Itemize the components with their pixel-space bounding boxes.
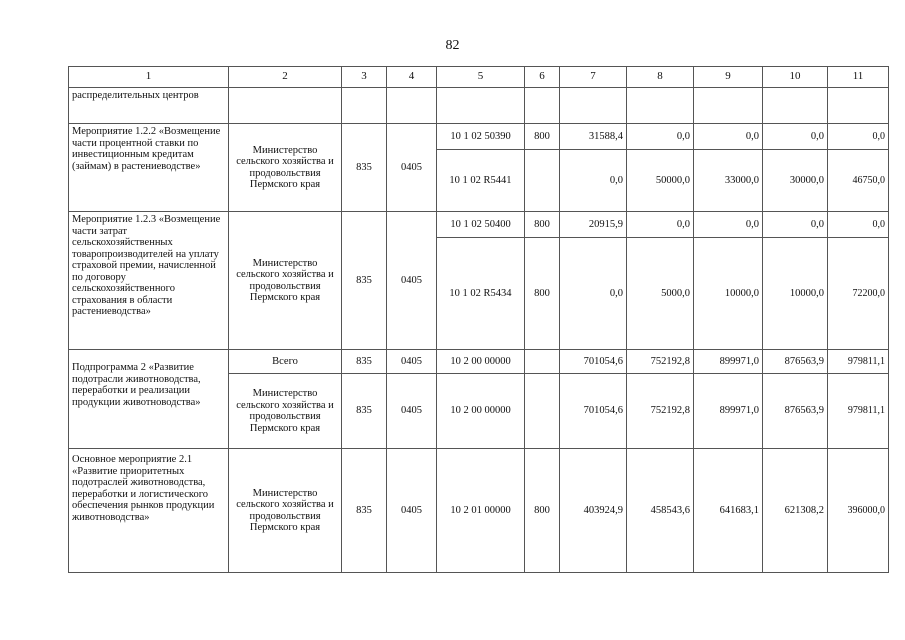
table-row	[69, 449, 889, 573]
value-cell: 10000,0	[694, 238, 763, 350]
value-cell: 403924,9	[560, 449, 627, 573]
grbs-cell: 835	[342, 350, 387, 374]
value-cell: 0,0	[763, 124, 828, 150]
value-cell: 876563,9	[763, 374, 828, 449]
rzpr-cell: 0405	[387, 374, 437, 449]
value-cell: 31588,4	[560, 124, 627, 150]
value-cell: 701054,6	[560, 350, 627, 374]
vr-cell: 800	[525, 212, 560, 238]
value-cell: 0,0	[828, 212, 889, 238]
value-cell: 20915,9	[560, 212, 627, 238]
csr-cell: 10 1 02 50400	[437, 212, 525, 238]
vr-cell: 800	[525, 124, 560, 150]
executor-cell: Министерство сельского хозяйства и продовольствия Пермского края	[229, 374, 342, 449]
value-cell: 876563,9	[763, 350, 828, 374]
grbs-cell: 835	[342, 449, 387, 573]
value-cell: 0,0	[694, 124, 763, 150]
table-row	[69, 212, 889, 238]
table-row	[69, 124, 889, 150]
executor-cell: Министерство сельского хозяйства и продовольствия Пермского края	[229, 124, 342, 212]
header-cell: 2	[229, 67, 342, 88]
csr-cell: 10 2 00 00000	[437, 350, 525, 374]
table-row	[69, 88, 889, 124]
csr-cell: 10 2 01 00000	[437, 449, 525, 573]
vr-cell: 800	[525, 238, 560, 350]
value-cell: 0,0	[828, 124, 889, 150]
grbs-cell: 835	[342, 124, 387, 212]
value-cell: 30000,0	[763, 150, 828, 212]
table-header-row	[69, 67, 889, 88]
header-cell: 6	[525, 67, 560, 88]
header-cell: 4	[387, 67, 437, 88]
vr-cell	[525, 374, 560, 449]
value-cell: 0,0	[694, 212, 763, 238]
value-cell: 33000,0	[694, 150, 763, 212]
csr-cell: 10 1 02 50390	[437, 124, 525, 150]
value-cell: 752192,8	[627, 374, 694, 449]
header-cell: 9	[694, 67, 763, 88]
value-cell: 396000,0	[828, 449, 889, 573]
value-cell: 5000,0	[627, 238, 694, 350]
header-cell: 5	[437, 67, 525, 88]
value-cell: 72200,0	[828, 238, 889, 350]
value-cell: 701054,6	[560, 374, 627, 449]
rzpr-cell: 0405	[387, 212, 437, 350]
vr-cell	[525, 150, 560, 212]
header-cell: 8	[627, 67, 694, 88]
header-cell: 1	[69, 67, 229, 88]
csr-cell: 10 1 02 R5441	[437, 150, 525, 212]
grbs-cell: 835	[342, 374, 387, 449]
value-cell: 899971,0	[694, 374, 763, 449]
value-cell: 0,0	[560, 150, 627, 212]
continuation-name: распределительных центров	[69, 88, 229, 124]
rzpr-cell: 0405	[387, 350, 437, 374]
value-cell: 10000,0	[763, 238, 828, 350]
value-cell: 46750,0	[828, 150, 889, 212]
value-cell: 50000,0	[627, 150, 694, 212]
rzpr-cell: 0405	[387, 449, 437, 573]
vr-cell	[525, 350, 560, 374]
value-cell: 979811,1	[828, 374, 889, 449]
table-row	[69, 350, 889, 374]
executor-cell: Министерство сельского хозяйства и продовольствия Пермского края	[229, 212, 342, 350]
header-cell: 7	[560, 67, 627, 88]
value-cell: 979811,1	[828, 350, 889, 374]
value-cell: 641683,1	[694, 449, 763, 573]
page-number: 82	[445, 38, 460, 53]
value-cell: 0,0	[763, 212, 828, 238]
value-cell: 0,0	[627, 124, 694, 150]
value-cell: 0,0	[560, 238, 627, 350]
value-cell: 899971,0	[694, 350, 763, 374]
rzpr-cell: 0405	[387, 124, 437, 212]
header-cell: 11	[828, 67, 889, 88]
csr-cell: 10 1 02 R5434	[437, 238, 525, 350]
grbs-cell: 835	[342, 212, 387, 350]
executor-cell: Министерство сельского хозяйства и продовольствия Пермского края	[229, 449, 342, 573]
header-cell: 3	[342, 67, 387, 88]
vr-cell: 800	[525, 449, 560, 573]
executor-cell: Всего	[229, 350, 342, 374]
value-cell: 621308,2	[763, 449, 828, 573]
activity-1-2-2-name: Мероприятие 1.2.2 «Возмещение части процентной ставки по инвестиционным кредитам (займам) в растениеводстве»	[69, 124, 229, 212]
value-cell: 752192,8	[627, 350, 694, 374]
main-activity-2-1-name: Основное мероприятие 2.1 «Развитие приоритетных подотраслей животноводства, переработки и логистического обеспечения рынков продукции животноводства»	[69, 449, 229, 573]
subprogram-2-name: Подпрограмма 2 «Развитие подотрасли животноводства, переработки и реализации продукции животноводства»	[69, 350, 229, 449]
budget-table	[68, 66, 889, 573]
value-cell: 458543,6	[627, 449, 694, 573]
header-cell: 10	[763, 67, 828, 88]
csr-cell: 10 2 00 00000	[437, 374, 525, 449]
activity-1-2-3-name: Мероприятие 1.2.3 «Возмещение части затрат сельскохозяйственных товаропроизводителей на уплату страховой премии, начисленной по договору сельскохозяйственного страхования в области растениеводства»	[69, 212, 229, 350]
value-cell: 0,0	[627, 212, 694, 238]
